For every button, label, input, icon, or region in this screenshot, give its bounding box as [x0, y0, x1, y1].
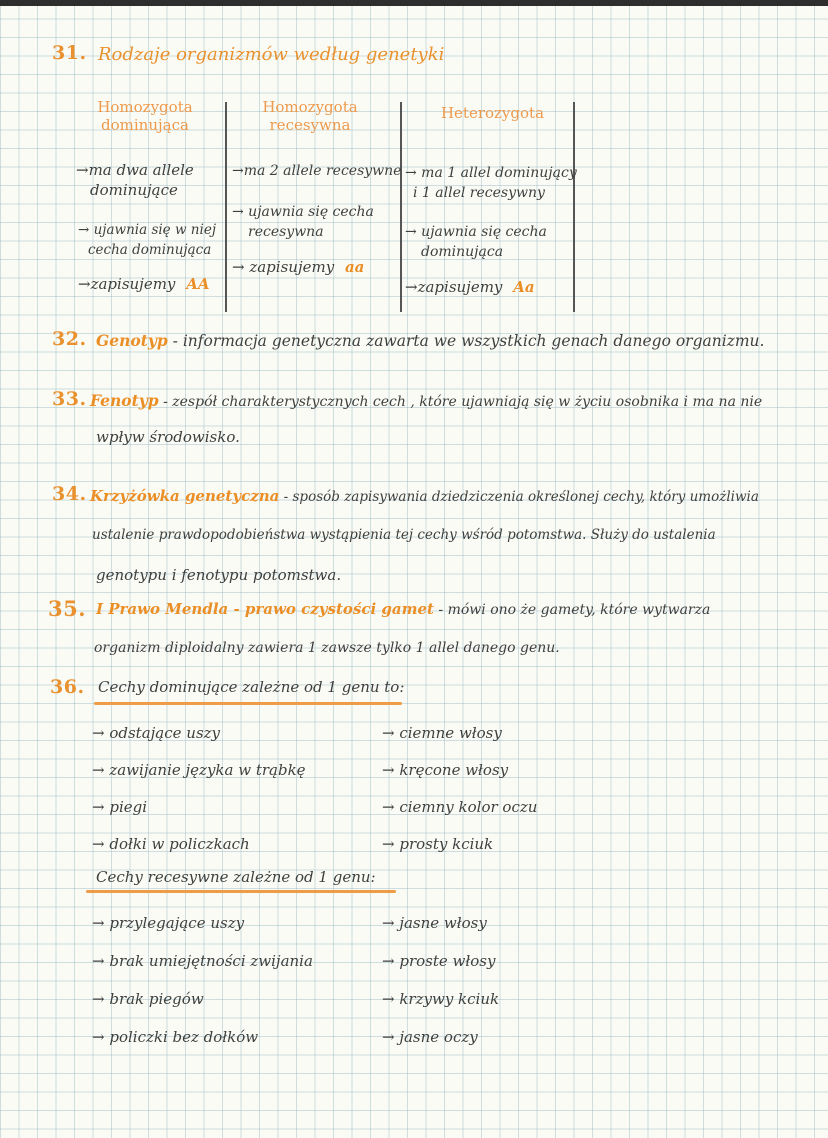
column-head-line: dominująca	[101, 116, 189, 134]
section-34-line3: genotypu i fenotypu potomstwa.	[96, 566, 342, 584]
list-item: → odstające uszy	[92, 724, 221, 742]
list-item: → brak umiejętności zwijania	[92, 952, 313, 970]
recessive-traits-left-list	[92, 904, 313, 1056]
table-cell	[405, 222, 547, 262]
cell-line: → ujawnia się w niej	[78, 222, 216, 238]
list-item: → policzki bez dołków	[92, 1028, 259, 1046]
definition: - zespół charakterystycznych cech , które ujawniają się w życiu osobnika i ma na nie	[163, 394, 763, 410]
section-33-text	[90, 391, 762, 410]
list-item: → zawijanie języka w trąbkę	[92, 761, 306, 779]
section-32-number: 32.	[52, 328, 87, 350]
list-item: → jasne włosy	[382, 914, 487, 932]
definition: - sposób zapisywania dziedziczenia określonej cechy, który umożliwia	[283, 489, 759, 505]
cell-line: → ujawnia się cecha	[232, 204, 374, 220]
dominant-traits-right-list	[382, 715, 537, 863]
section-35-text	[96, 600, 710, 618]
table-divider	[225, 102, 227, 312]
definition: - informacja genetyczna zawarta we wszystkich genach danego organizmu.	[172, 332, 765, 350]
list-item: → ciemny kolor oczu	[382, 798, 538, 816]
column-head-line: Homozygota	[262, 98, 358, 116]
term-genotype: Genotyp	[96, 331, 168, 350]
section-35-number: 35.	[48, 596, 87, 621]
cell-line: dominująca	[421, 244, 504, 260]
cell-line: →ma dwa allele	[76, 161, 194, 179]
column-head-homozygous-dominant	[75, 98, 215, 134]
term-phenotype: Fenotyp	[90, 391, 159, 410]
list-item: → piegi	[92, 798, 148, 816]
term-mendel-law: I Prawo Mendla - prawo czystości gamet	[96, 600, 434, 618]
cell-line: → ujawnia się cecha	[405, 224, 547, 240]
table-cell	[76, 160, 194, 200]
section-34-text	[90, 487, 759, 505]
section-34-number: 34.	[52, 483, 87, 505]
list-item: → dołki w policzkach	[92, 835, 250, 853]
cell-line: →zapisujemy	[405, 278, 503, 296]
cell-line: i 1 allel recesywny	[413, 185, 545, 201]
section-34-line2: ustalenie prawdopodobieństwa wystąpienia tej cechy wśród potomstwa. Służy do ustalenia	[92, 527, 716, 543]
table-cell	[78, 220, 216, 260]
genotype-code: AA	[186, 275, 210, 293]
cell-line: → ma 1 allel dominujący	[405, 165, 577, 181]
genotype-code: aa	[344, 258, 365, 276]
table-divider	[400, 102, 402, 312]
list-item: → ciemne włosy	[382, 724, 502, 742]
column-head-line: recesywna	[269, 116, 351, 134]
table-cell	[232, 202, 374, 242]
cell-line: →zapisujemy	[78, 275, 176, 293]
page-top-edge	[0, 0, 828, 6]
recessive-traits-right-list	[382, 904, 499, 1056]
list-item: → brak piegów	[92, 990, 204, 1008]
table-cell	[232, 163, 401, 179]
genotype-code: Aa	[513, 278, 535, 296]
column-head-homozygous-recessive	[235, 98, 385, 134]
list-item: → jasne oczy	[382, 1028, 478, 1046]
heading-underline	[94, 702, 402, 705]
table-cell	[232, 258, 364, 276]
list-item: → prosty kciuk	[382, 835, 494, 853]
section-33-number: 33.	[52, 388, 87, 410]
list-item: → krzywy kciuk	[382, 990, 500, 1008]
dominant-traits-left-list	[92, 715, 306, 863]
list-item: → proste włosy	[382, 952, 496, 970]
column-head-line: Homozygota	[97, 98, 193, 116]
section-32-text	[96, 331, 764, 350]
table-divider	[573, 102, 575, 312]
column-head-line: Heterozygota	[440, 104, 545, 122]
section-31-number: 31.	[52, 42, 87, 64]
heading-underline	[86, 890, 396, 893]
table-cell	[405, 163, 577, 203]
recessive-traits-heading: Cechy recesywne zależne od 1 genu:	[96, 868, 376, 886]
cell-line: →ma 2 allele recesywne	[232, 163, 402, 179]
section-36-number: 36.	[50, 676, 85, 698]
term-genetic-cross: Krzyżówka genetyczna	[90, 487, 280, 505]
table-cell	[78, 275, 209, 293]
cell-line: recesywna	[248, 224, 324, 240]
list-item: → kręcone włosy	[382, 761, 509, 779]
cell-line: dominujące	[90, 181, 178, 199]
section-33-line2: wpływ środowisko.	[96, 428, 240, 446]
definition: - mówi ono że gamety, które wytwarza	[438, 602, 711, 618]
column-head-heterozygous	[415, 104, 570, 122]
dominant-traits-heading: Cechy dominujące zależne od 1 genu to:	[98, 678, 405, 696]
table-cell	[405, 278, 535, 296]
section-35-line2: organizm diploidalny zawiera 1 zawsze tylko 1 allel danego genu.	[94, 640, 560, 656]
cell-line: cecha dominująca	[88, 242, 212, 258]
cell-line: → zapisujemy	[232, 258, 335, 276]
section-31-title: Rodzaje organizmów według genetyki	[98, 44, 445, 65]
list-item: → przylegające uszy	[92, 914, 245, 932]
